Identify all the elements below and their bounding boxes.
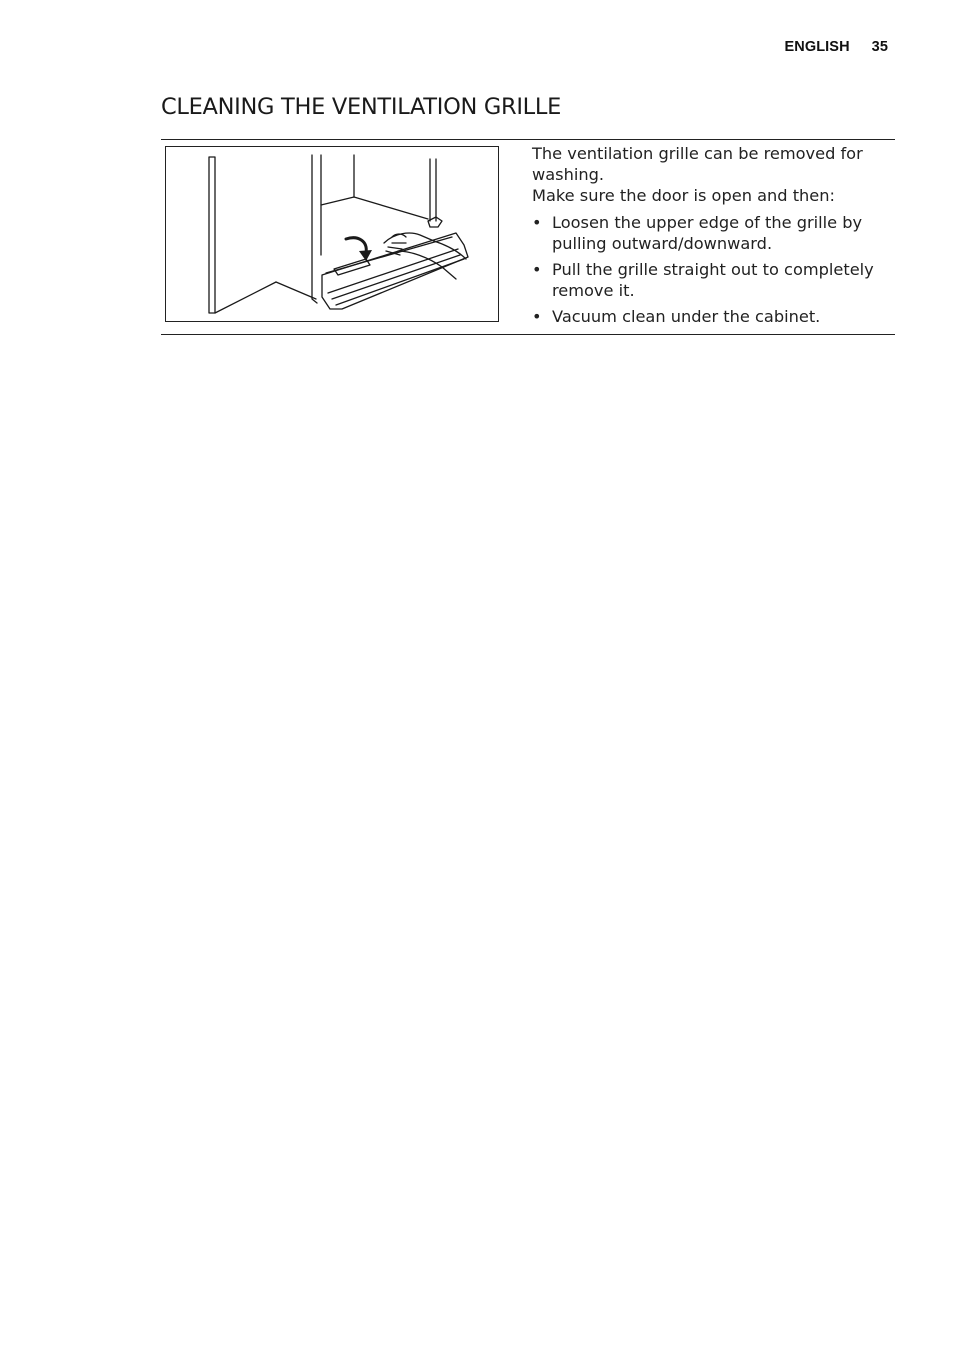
list-item <box>532 212 892 254</box>
door-edge-shape <box>209 157 215 313</box>
bullet-icon: • <box>532 260 542 279</box>
door-bottom-line <box>215 282 276 313</box>
grille-removal-drawing <box>166 147 498 321</box>
list-item <box>532 259 892 301</box>
step-list <box>532 212 892 327</box>
instruction-block <box>161 139 895 335</box>
step-text: Loosen the upper edge of the grille by pulling outward/downward. <box>552 213 863 253</box>
step-text: Vacuum clean under the cabinet. <box>552 307 821 326</box>
intro-text: The ventilation grille can be removed for washing. <box>532 144 863 184</box>
section-title: CLEANING THE VENTILATION GRILLE <box>161 94 562 120</box>
page-number: 35 <box>871 39 888 55</box>
list-item <box>532 306 892 327</box>
grille-removal-illustration <box>165 146 499 322</box>
header-language: ENGLISH <box>784 39 850 55</box>
step-text: Pull the grille straight out to completely remove it. <box>552 260 874 300</box>
running-header <box>785 39 889 55</box>
hand-shape <box>384 233 466 279</box>
cabinet-side-line <box>312 155 317 303</box>
intro-condition: Make sure the door is open and then: <box>532 186 835 205</box>
instruction-text <box>532 143 892 332</box>
bullet-icon: • <box>532 213 542 232</box>
pull-arrow-icon <box>346 238 372 261</box>
bullet-icon: • <box>532 307 542 326</box>
